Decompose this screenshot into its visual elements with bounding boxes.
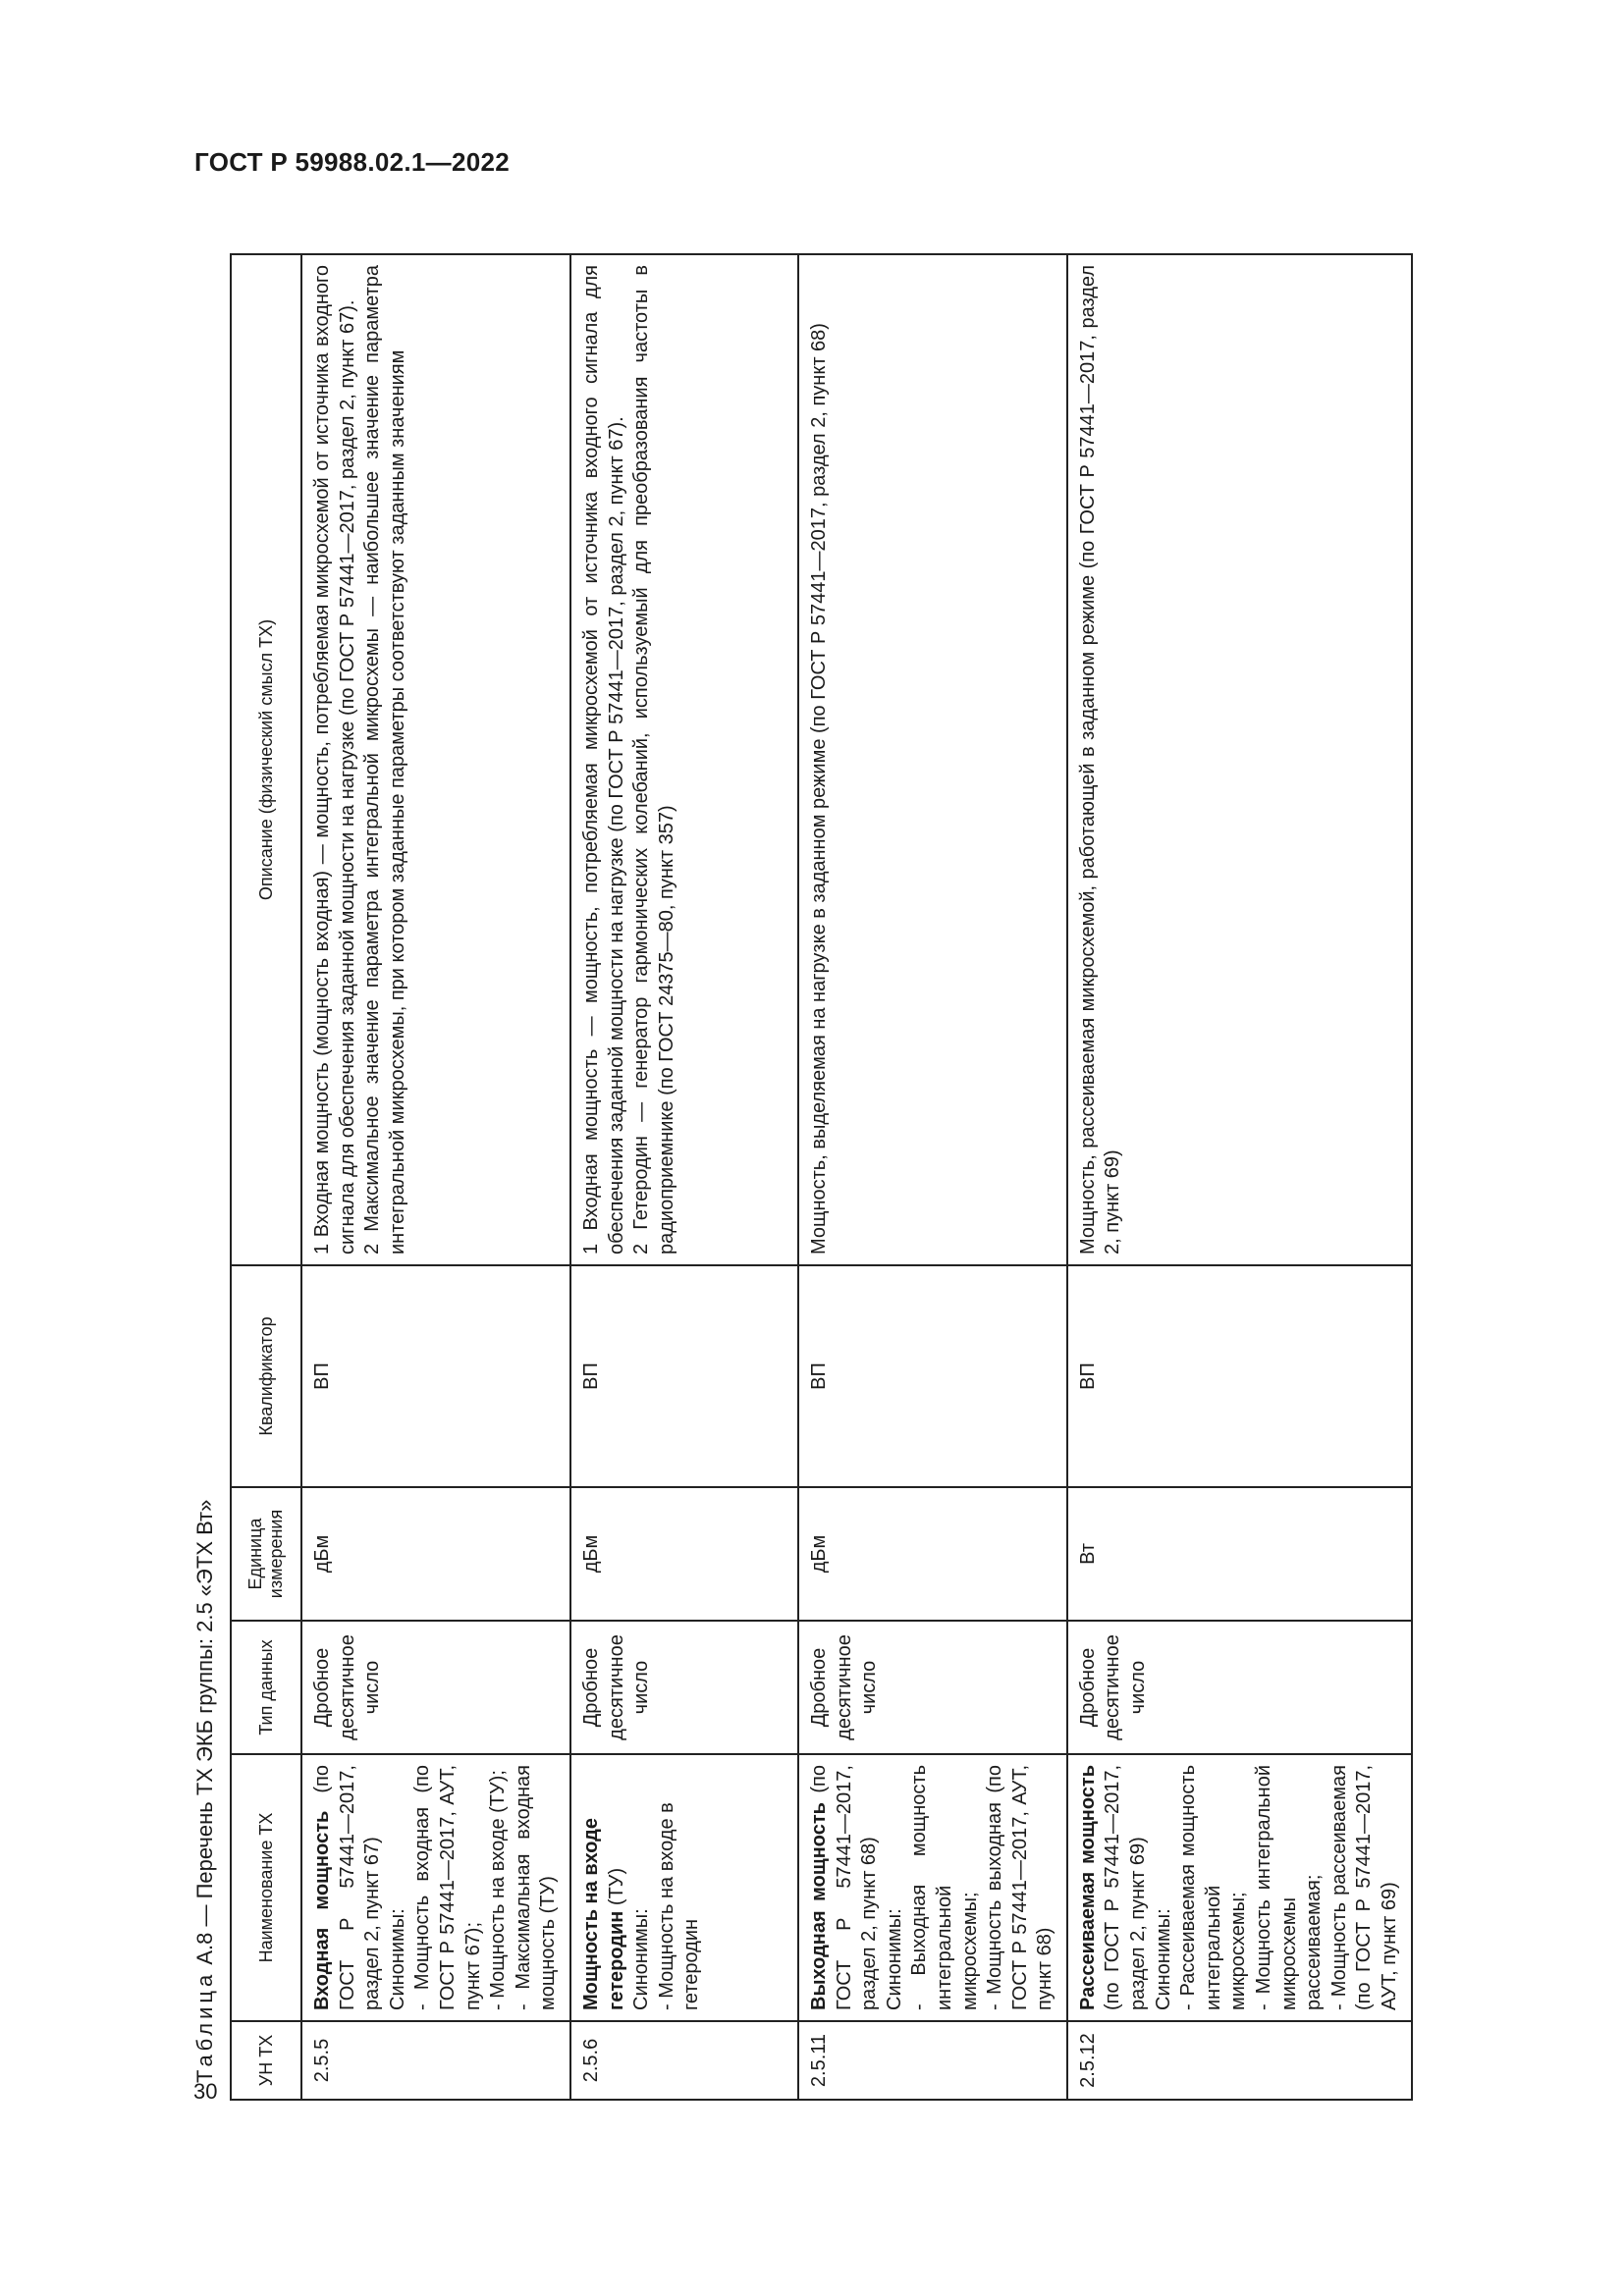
- cell-qualifier: ВП: [798, 1265, 1067, 1487]
- synonyms-label: Синонимы:: [1152, 1908, 1174, 2010]
- table-caption-text: А.8 — Перечень ТХ ЭКБ группы: 2.5 «ЭТХ Вт»: [192, 1499, 217, 1971]
- table-row: [798, 254, 1067, 2100]
- table-caption-prefix: Таблица: [192, 1970, 217, 2083]
- description-item: Мощность, выделяемая на нагрузке в заданном режиме (по ГОСТ Р 57441—2017, раздел 2, пункт 68): [807, 323, 830, 1255]
- synonym: - Рассеиваемая мощность интегральной микросхемы;: [1177, 1765, 1250, 2010]
- table-header-row: [231, 254, 301, 2100]
- cell-data-type: Дробное десятичное число: [570, 1621, 798, 1754]
- col-header-code: УН ТХ: [231, 2021, 301, 2100]
- cell-description: [301, 254, 570, 1265]
- col-header-unit: Единица измерения: [231, 1487, 301, 1621]
- cell-unit: Вт: [1067, 1487, 1412, 1621]
- synonyms-label: Синонимы:: [630, 1908, 653, 2010]
- cell-description: [798, 254, 1067, 1265]
- cell-unit: дБм: [301, 1487, 570, 1621]
- cell-qualifier: ВП: [1067, 1265, 1412, 1487]
- description-item: 2 Гетеродин — генератор гармонических колебаний, используемый для преобразования частоты в радиоприемнике (по ГОСТ 24375—80, пункт 357): [630, 265, 677, 1255]
- synonym: - Мощность на входе (ТУ);: [487, 1770, 510, 2010]
- characteristic-name: Входная мощность: [311, 1810, 333, 2010]
- cell-name: [301, 1754, 570, 2021]
- cell-description: [1067, 254, 1412, 1265]
- cell-data-type: Дробное десятичное число: [798, 1621, 1067, 1754]
- synonym: - Выходная мощность интегральной микросхемы;: [908, 1765, 981, 2010]
- cell-description: [570, 254, 798, 1265]
- cell-code: 2.5.12: [1067, 2021, 1412, 2100]
- description-item: 2 Максимальное значение параметра интегральной микросхемы — наибольшее значение параметра интегральной микросхемы, при котором заданные параметры соответствуют заданным значениям: [361, 265, 408, 1255]
- table-row: [570, 254, 798, 2100]
- synonyms-label: Синонимы:: [386, 1908, 408, 2010]
- synonym: - Мощность интегральной микросхемы рассеиваемая;: [1253, 1765, 1326, 2010]
- synonym: - Мощность рассеиваемая (по ГОСТ Р 57441—2017, АУТ, пункт 69): [1327, 1765, 1400, 2010]
- col-header-name: Наименование ТХ: [231, 1754, 301, 2021]
- table-row: [301, 254, 570, 2100]
- cell-data-type: Дробное десятичное число: [301, 1621, 570, 1754]
- table-row: [1067, 254, 1412, 2100]
- col-header-description: Описание (физический смысл ТХ): [231, 254, 301, 1265]
- characteristic-name: Рассеиваемая мощность: [1076, 1765, 1099, 2010]
- cell-unit: дБм: [798, 1487, 1067, 1621]
- cell-data-type: Дробное десятичное число: [1067, 1621, 1412, 1754]
- characteristic-name: Мощность на входе гетеродин: [579, 1817, 627, 2010]
- synonym: - Мощность на входе в гетеродин: [655, 1802, 703, 2010]
- characteristic-source: (по ГОСТ Р 57441—2017, раздел 2, пункт 69): [1102, 1765, 1150, 2010]
- cell-code: 2.5.5: [301, 2021, 570, 2100]
- cell-qualifier: ВП: [301, 1265, 570, 1487]
- spec-table: [230, 253, 1413, 2101]
- page-number: 30: [193, 2079, 218, 2104]
- synonym: - Мощность выходная (по ГОСТ Р 57441—2017, АУТ, пункт 68): [984, 1765, 1056, 2010]
- description-item: 1 Входная мощность (мощность входная) — мощность, потребляемая микросхемой от источника входного сигнала для обеспечения заданной мощности на нагрузке (по ГОСТ Р 57441—2017, раздел 2, пункт 67).: [311, 265, 358, 1255]
- cell-name: [1067, 1754, 1412, 2021]
- description-item: Мощность, рассеиваемая микросхемой, работающей в заданном режиме (по ГОСТ Р 57441—2017, раздел 2, пункт 69): [1076, 265, 1124, 1255]
- synonyms-label: Синонимы:: [883, 1908, 905, 2010]
- cell-unit: дБм: [570, 1487, 798, 1621]
- characteristic-source: (ТУ): [605, 1867, 627, 1911]
- cell-name: [570, 1754, 798, 2021]
- cell-name: [798, 1754, 1067, 2021]
- col-header-type: Тип данных: [231, 1621, 301, 1754]
- document-code: ГОСТ Р 59988.02.1—2022: [194, 147, 510, 177]
- synonym: - Максимальная входная мощность (ТУ): [512, 1765, 560, 2010]
- synonym: - Мощность входная (по ГОСТ Р 57441—2017, АУТ, пункт 67);: [411, 1765, 484, 2010]
- characteristic-name: Выходная мощность: [807, 1802, 830, 2010]
- col-header-qualifier: Квалификатор: [231, 1265, 301, 1487]
- cell-code: 2.5.6: [570, 2021, 798, 2100]
- characteristic-source: (по ГОСТ Р 57441—2017, раздел 2, пункт 67): [311, 1765, 384, 2010]
- cell-code: 2.5.11: [798, 2021, 1067, 2100]
- cell-qualifier: ВП: [570, 1265, 798, 1487]
- table-caption: [192, 1500, 218, 2083]
- characteristic-source: (по ГОСТ Р 57441—2017, раздел 2, пункт 68): [807, 1765, 881, 2010]
- description-item: 1 Входная мощность — мощность, потребляемая микросхемой от источника входного сигнала для обеспечения заданной мощности на нагрузке (по ГОСТ Р 57441—2017, раздел 2, пункт 67).: [579, 265, 627, 1255]
- rotated-table-area: [185, 240, 1400, 2101]
